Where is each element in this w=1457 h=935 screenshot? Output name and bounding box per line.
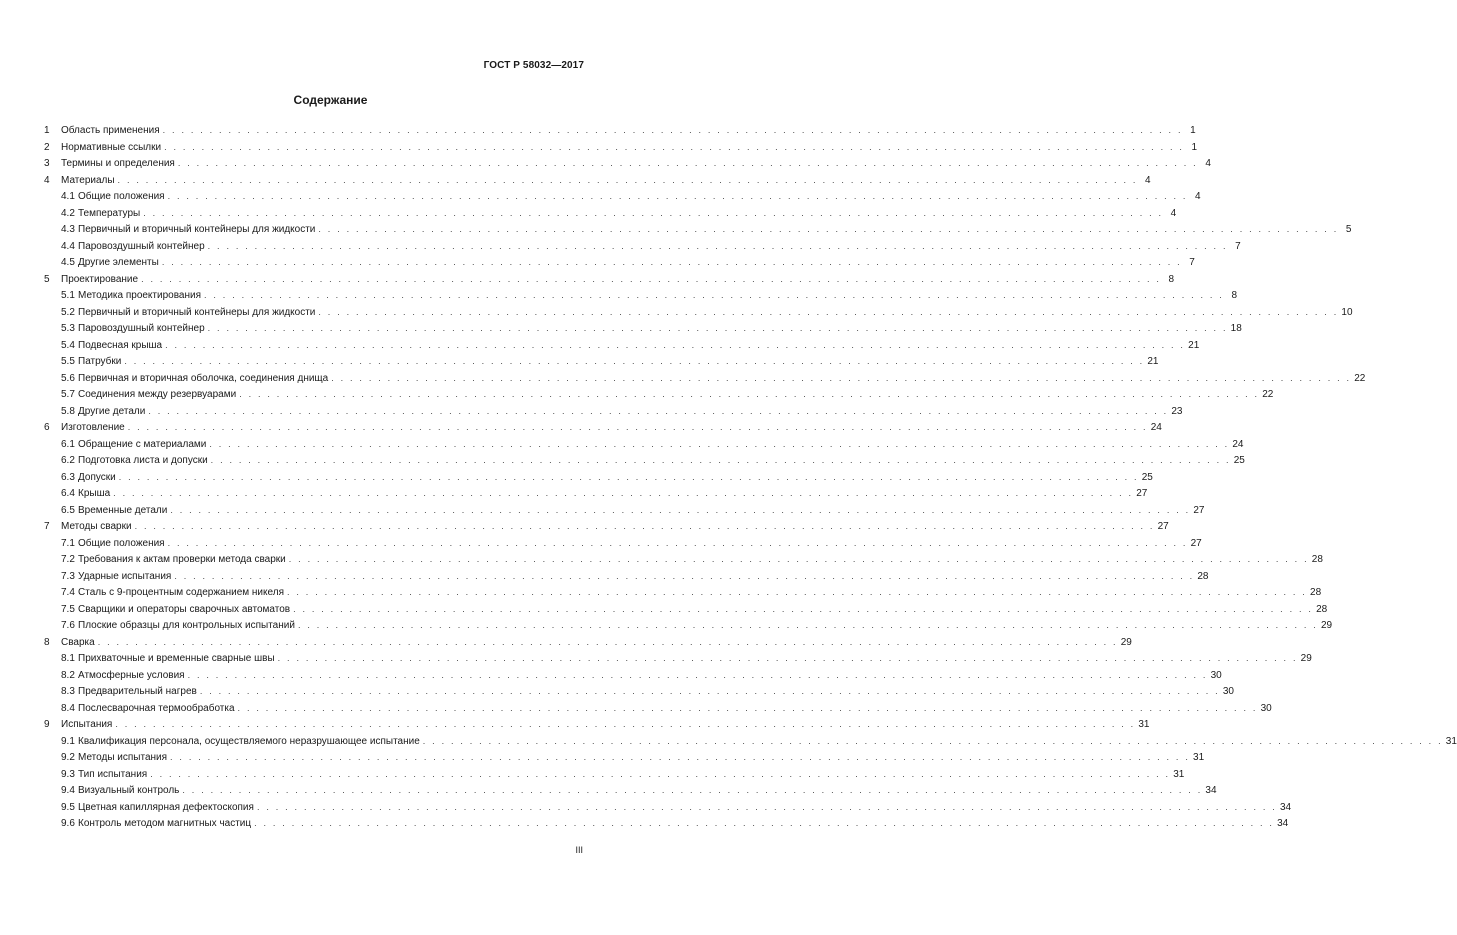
toc-entry-number: 8.2 [61,669,75,681]
toc-leader-dots: . . . . . . . . . . . . . . . . . . . . . . . . . . . . . . . . . . . . . . . . . . . . . . . . . . . . . . . . . . . . . . . . . . . . . . . . . . . . . . . . . . . . . . . . . . . . . . . . . . . . . . . . . . . . . [199,686,1220,696]
toc-entry-page: 21 [1147,356,1159,367]
toc-entry-number: 7.4 [61,587,75,598]
toc-leader-dots: . . . . . . . . . . . . . . . . . . . . . . . . . . . . . . . . . . . . . . . . . . . . . . . . . . . . . . . . . . . . . . . . . . . . . . . . . . . . . . . . . . . . . . . . . . . . . . . . . . . . . . . . . . . . . [207,323,1228,333]
toc-leader-dots: . . . . . . . . . . . . . . . . . . . . . . . . . . . . . . . . . . . . . . . . . . . . . . . . . . . . . . . . . . . . . . . . . . . . . . . . . . . . . . . . . . . . . . . . . . . . . . . . . . . . . . . . . . . . . [134,521,1155,531]
toc-entry-title: Допуски [78,470,119,487]
table-of-contents [44,122,1457,832]
toc-entry-page: 24 [1232,438,1244,450]
toc-entry-number: 5.2 [61,306,75,318]
toc-entry-page: 7 [1189,257,1195,268]
toc-leader-dots: . . . . . . . . . . . . . . . . . . . . . . . . . . . . . . . . . . . . . . . . . . . . . . . . . . . . . . . . . . . . . . . . . . . . . . . . . . . . . . . . . . . . . . . . . . . . . . . . . . . . . . . . . . . . . [288,554,1309,564]
toc-entry-number: 9.4 [61,785,75,796]
toc-title: Содержание [293,93,368,107]
toc-leader-dots: . . . . . . . . . . . . . . . . . . . . . . . . . . . . . . . . . . . . . . . . . . . . . . . . . . . . . . . . . . . . . . . . . . . . . . . . . . . . . . . . . . . . . . . . . . . . . . . . . . . . . . . . . . . . . [165,339,1186,350]
toc-leader-dots: . . . . . . . . . . . . . . . . . . . . . . . . . . . . . . . . . . . . . . . . . . . . . . . . . . . . . . . . . . . . . . . . . . . . . . . . . . . . . . . . . . . . . . . . . . . . . . . . . . . . . . . . . . . . . [174,570,1195,581]
toc-leader-dots: . . . . . . . . . . . . . . . . . . . . . . . . . . . . . . . . . . . . . . . . . . . . . . . . . . . . . . . . . . . . . . . . . . . . . . . . . . . . . . . . . . . . . . . . . . . . . . . . . . . . . . . . . . . . . [117,174,1138,185]
toc-entry[interactable] [44,716,1150,733]
toc-entry[interactable] [44,188,1201,205]
toc-entry[interactable] [44,749,1205,766]
toc-leader-dots: . . . . . . . . . . . . . . . . . . . . . . . . . . . . . . . . . . . . . . . . . . . . . . . . . . . . . . . . . . . . . . . . . . . . . . . . . . . . . . . . . . . . . . . . . . . . . . . . . . . . . . . . . . . . . [167,537,1188,548]
toc-entry[interactable] [44,452,1245,469]
toc-entry-title: Общие положения [78,189,168,206]
toc-entry-page: 25 [1233,455,1245,466]
toc-entry-number: 1 [44,125,50,136]
toc-entry[interactable] [44,683,1234,700]
toc-leader-dots: . . . . . . . . . . . . . . . . . . . . . . . . . . . . . . . . . . . . . . . . . . . . . . . . . . . . . . . . . . . . . . . . . . . . . . . . . . . . . . . . . . . . . . . . . . . . . . . . . . . . . . . . . . . . . [141,273,1162,284]
toc-entry-page: 34 [1277,818,1289,829]
toc-entry-title: Подготовка листа и допуски [78,453,211,470]
toc-entry[interactable] [44,617,1333,634]
toc-entry-number: 6 [44,422,50,433]
toc-entry-number: 5.1 [61,290,75,301]
toc-entry[interactable] [44,419,1162,436]
toc-entry-page: 8 [1168,273,1175,285]
toc-leader-dots: . . . . . . . . . . . . . . . . . . . . . . . . . . . . . . . . . . . . . . . . . . . . . . . . . . . . . . . . . . . . . . . . . . . . . . . . . . . . . . . . . . . . . . . . . . . . . . . . . . . . . . . . . . . . . [254,818,1275,828]
toc-entry-page: 4 [1205,158,1211,169]
toc-entry-number: 5.5 [61,356,75,367]
toc-entry-title: Требования к актам проверки метода сварки [78,552,289,569]
toc-entry[interactable] [44,386,1274,403]
toc-entry-page: 31 [1173,768,1185,780]
toc-leader-dots: . . . . . . . . . . . . . . . . . . . . . . . . . . . . . . . . . . . . . . . . . . . . . . . . . . . . . . . . . . . . . . . . . . . . . . . . . . . . . . . . . . . . . . . . . . . . . . . . . . . . . . . . . . . . . [207,240,1228,251]
toc-entry[interactable] [44,172,1151,189]
toc-entry-title: Обращение с материалами [78,437,209,454]
toc-entry-number: 7.3 [61,570,75,582]
toc-entry-title: Испытания [61,717,115,734]
toc-entry-title: Другие элементы [78,255,162,272]
toc-entry[interactable] [44,469,1153,486]
toc-entry-title: Послесварочная термообработка [78,701,238,718]
toc-leader-dots: . . . . . . . . . . . . . . . . . . . . . . . . . . . . . . . . . . . . . . . . . . . . . . . . . . . . . . . . . . . . . . . . . . . . . . . . . . . . . . . . . . . . . . . . . . . . . . . . . . . . . . . . . . . . . [293,603,1314,614]
toc-entry[interactable] [44,815,1289,832]
toc-entry-number: 9.3 [61,768,75,780]
toc-entry-title: Методы сварки [61,519,135,536]
toc-entry-title: Предварительный нагрев [78,684,200,701]
toc-entry-number: 5.8 [61,405,75,417]
toc-leader-dots: . . . . . . . . . . . . . . . . . . . . . . . . . . . . . . . . . . . . . . . . . . . . . . . . . . . . . . . . . . . . . . . . . . . . . . . . . . . . . . . . . . . . . . . . . . . . . . . . . . . . . . . . . . . . . [318,306,1339,317]
toc-entry-number: 7 [44,521,50,532]
toc-leader-dots: . . . . . . . . . . . . . . . . . . . . . . . . . . . . . . . . . . . . . . . . . . . . . . . . . . . . . . . . . . . . . . . . . . . . . . . . . . . . . . . . . . . . . . . . . . . . . . . . . . . . . . . . . . . . . [331,372,1352,383]
toc-entry-page: 31 [1445,735,1457,747]
toc-entry-page: 27 [1193,504,1205,516]
toc-entry[interactable] [44,667,1222,684]
toc-entry-page: 21 [1188,339,1200,351]
toc-leader-dots: . . . . . . . . . . . . . . . . . . . . . . . . . . . . . . . . . . . . . . . . . . . . . . . . . . . . . . . . . . . . . . . . . . . . . . . . . . . . . . . . . . . . . . . . . . . . . . . . . . . . . . . . . . . . . [182,785,1203,795]
toc-entry-number: 6.1 [61,438,75,450]
toc-leader-dots: . . . . . . . . . . . . . . . . . . . . . . . . . . . . . . . . . . . . . . . . . . . . . . . . . . . . . . . . . . . . . . . . . . . . . . . . . . . . . . . . . . . . . . . . . . . . . . . . . . . . . . . . . . . . . [209,438,1230,449]
toc-entry[interactable] [44,238,1241,255]
toc-entry[interactable] [44,320,1242,337]
toc-entry-title: Методы испытания [78,750,170,767]
toc-entry-page: 24 [1150,422,1162,433]
toc-entry-number: 8.4 [61,702,75,714]
toc-leader-dots: . . . . . . . . . . . . . . . . . . . . . . . . . . . . . . . . . . . . . . . . . . . . . . . . . . . . . . . . . . . . . . . . . . . . . . . . . . . . . . . . . . . . . . . . . . . . . . . . . . . . . . . . . . . . . [170,752,1191,762]
toc-leader-dots: . . . . . . . . . . . . . . . . . . . . . . . . . . . . . . . . . . . . . . . . . . . . . . . . . . . . . . . . . . . . . . . . . . . . . . . . . . . . . . . . . . . . . . . . . . . . . . . . . . . . . . . . . . . . . [204,290,1225,300]
toc-entry-number: 5.4 [61,339,75,351]
toc-entry-title: Паровоздушный контейнер [78,239,208,256]
toc-entry-title: Область применения [61,123,163,140]
toc-entry-number: 7.6 [61,620,75,631]
toc-entry-number: 4.5 [61,257,75,268]
document-code: ГОСТ Р 58032—2017 [483,60,584,71]
toc-entry-number: 4 [44,174,50,186]
toc-leader-dots: . . . . . . . . . . . . . . . . . . . . . . . . . . . . . . . . . . . . . . . . . . . . . . . . . . . . . . . . . . . . . . . . . . . . . . . . . . . . . . . . . . . . . . . . . . . . . . . . . . . . . . . . . . . . . [287,587,1308,597]
toc-entry-page: 4 [1145,174,1151,186]
toc-entry-title: Плоские образцы для контрольных испытаний [78,618,298,635]
toc-entry-title: Подвесная крыша [78,338,165,355]
toc-leader-dots: . . . . . . . . . . . . . . . . . . . . . . . . . . . . . . . . . . . . . . . . . . . . . . . . . . . . . . . . . . . . . . . . . . . . . . . . . . . . . . . . . . . . . . . . . . . . . . . . . . . . . . . . . . . . . [170,504,1191,515]
toc-entry-title: Изготовление [61,420,128,437]
toc-entry-number: 8.3 [61,686,75,697]
toc-entry-page: 29 [1320,620,1333,631]
toc-entry-title: Паровоздушный контейнер [78,321,208,338]
toc-entry[interactable] [44,568,1209,585]
toc-entry-page: 31 [1193,752,1205,763]
toc-leader-dots: . . . . . . . . . . . . . . . . . . . . . . . . . . . . . . . . . . . . . . . . . . . . . . . . . . . . . . . . . . . . . . . . . . . . . . . . . . . . . . . . . . . . . . . . . . . . . . . . . . . . . . . . . . . . . [237,702,1258,713]
toc-entry[interactable] [44,766,1185,783]
toc-leader-dots: . . . . . . . . . . . . . . . . . . . . . . . . . . . . . . . . . . . . . . . . . . . . . . . . . . . . . . . . . . . . . . . . . . . . . . . . . . . . . . . . . . . . . . . . . . . . . . . . . . . . . . . . . . . . . [164,141,1185,152]
toc-leader-dots: . . . . . . . . . . . . . . . . . . . . . . . . . . . . . . . . . . . . . . . . . . . . . . . . . . . . . . . . . . . . . . . . . . . . . . . . . . . . . . . . . . . . . . . . . . . . . . . . . . . . . . . . . . . . . [118,471,1139,482]
toc-entry-title: Цветная капиллярная дефектоскопия [78,800,257,817]
toc-leader-dots: . . . . . . . . . . . . . . . . . . . . . . . . . . . . . . . . . . . . . . . . . . . . . . . . . . . . . . . . . . . . . . . . . . . . . . . . . . . . . . . . . . . . . . . . . . . . . . . . . . . . . . . . . . . . . [210,455,1231,465]
toc-entry[interactable] [44,650,1312,667]
toc-entry[interactable] [44,403,1183,420]
toc-entry[interactable] [44,155,1211,172]
toc-entry-title: Временные детали [78,503,170,520]
toc-entry[interactable] [44,287,1238,304]
toc-entry[interactable] [44,221,1352,238]
toc-entry-title: Атмосферные условия [78,668,188,685]
toc-entry-page: 28 [1310,587,1322,598]
toc-entry-page: 30 [1210,669,1222,681]
toc-entry-page: 27 [1157,521,1169,532]
toc-leader-dots: . . . . . . . . . . . . . . . . . . . . . . . . . . . . . . . . . . . . . . . . . . . . . . . . . . . . . . . . . . . . . . . . . . . . . . . . . . . . . . . . . . . . . . . . . . . . . . . . . . . . . . . . . . . . . [187,669,1208,680]
toc-leader-dots: . . . . . . . . . . . . . . . . . . . . . . . . . . . . . . . . . . . . . . . . . . . . . . . . . . . . . . . . . . . . . . . . . . . . . . . . . . . . . . . . . . . . . . . . . . . . . . . . . . . . . . . . . . . . . [177,158,1198,168]
toc-entry-page: 28 [1311,554,1323,565]
toc-entry[interactable] [44,700,1272,717]
toc-entry-page: 10 [1341,306,1353,318]
toc-entry-title: Тип испытания [78,767,150,784]
toc-leader-dots: . . . . . . . . . . . . . . . . . . . . . . . . . . . . . . . . . . . . . . . . . . . . . . . . . . . . . . . . . . . . . . . . . . . . . . . . . . . . . . . . . . . . . . . . . . . . . . . . . . . . . . . . . . . . . [167,191,1188,201]
toc-entry-page: 18 [1230,323,1242,334]
toc-entry-number: 8 [44,636,50,648]
toc-entry-page: 7 [1235,240,1241,252]
toc-entry[interactable] [44,353,1159,370]
toc-leader-dots: . . . . . . . . . . . . . . . . . . . . . . . . . . . . . . . . . . . . . . . . . . . . . . . . . . . . . . . . . . . . . . . . . . . . . . . . . . . . . . . . . . . . . . . . . . . . . . . . . . . . . . . . . . . . . [162,125,1183,135]
toc-leader-dots: . . . . . . . . . . . . . . . . . . . . . . . . . . . . . . . . . . . . . . . . . . . . . . . . . . . . . . . . . . . . . . . . . . . . . . . . . . . . . . . . . . . . . . . . . . . . . . . . . . . . . . . . . . . . . [124,356,1145,366]
toc-entry-number: 8.1 [61,653,75,664]
toc-entry[interactable] [44,535,1202,552]
toc-leader-dots: . . . . . . . . . . . . . . . . . . . . . . . . . . . . . . . . . . . . . . . . . . . . . . . . . . . . . . . . . . . . . . . . . . . . . . . . . . . . . . . . . . . . . . . . . . . . . . . . . . . . . . . . . . . . . [161,257,1182,267]
toc-entry-title: Крыша [78,486,113,503]
toc-leader-dots: . . . . . . . . . . . . . . . . . . . . . . . . . . . . . . . . . . . . . . . . . . . . . . . . . . . . . . . . . . . . . . . . . . . . . . . . . . . . . . . . . . . . . . . . . . . . . . . . . . . . . . . . . . . . . [422,735,1443,746]
toc-entry-title: Квалификация персонала, осуществляемого неразрушающее испытание [78,734,423,751]
toc-entry-number: 9.2 [61,752,75,763]
toc-entry-number: 7.5 [61,603,75,615]
toc-entry-number: 9 [44,719,50,730]
toc-leader-dots: . . . . . . . . . . . . . . . . . . . . . . . . . . . . . . . . . . . . . . . . . . . . . . . . . . . . . . . . . . . . . . . . . . . . . . . . . . . . . . . . . . . . . . . . . . . . . . . . . . . . . . . . . . . . . [148,405,1169,416]
toc-entry-title: Сварка [61,635,98,652]
toc-entry-title: Нормативные ссылки [61,140,164,157]
toc-entry[interactable] [44,271,1175,288]
toc-entry-number: 4.4 [61,240,75,252]
toc-entry-number: 9.6 [61,818,75,829]
toc-entry-number: 7.1 [61,537,75,549]
toc-entry[interactable] [44,205,1177,222]
toc-entry-title: Первичный и вторичный контейнеры для жидкости [78,222,318,239]
toc-entry[interactable] [44,122,1196,139]
toc-entry-title: Проектирование [61,272,141,289]
toc-entry[interactable] [44,337,1200,354]
toc-entry[interactable] [44,502,1205,519]
toc-entry[interactable] [44,436,1244,453]
toc-entry-title: Первичная и вторичная оболочка, соединения днища [78,371,331,388]
toc-entry-number: 5.7 [61,389,75,400]
toc-entry-page: 27 [1190,537,1202,549]
toc-entry-title: Методика проектирования [78,288,204,305]
toc-entry-number: 4.1 [61,191,75,202]
toc-entry-title: Материалы [61,173,118,190]
toc-entry-number: 4.3 [61,224,75,235]
toc-entry-page: 22 [1354,372,1366,384]
toc-entry[interactable] [44,485,1148,502]
toc-entry[interactable] [44,551,1323,568]
toc-entry-page: 27 [1136,488,1148,499]
toc-entry-page: 28 [1197,570,1209,582]
toc-entry-number: 6.2 [61,455,75,466]
toc-entry-title: Термины и определения [61,156,178,173]
toc-leader-dots: . . . . . . . . . . . . . . . . . . . . . . . . . . . . . . . . . . . . . . . . . . . . . . . . . . . . . . . . . . . . . . . . . . . . . . . . . . . . . . . . . . . . . . . . . . . . . . . . . . . . . . . . . . . . . [115,719,1136,729]
toc-entry-title: Температуры [78,206,143,223]
toc-entry[interactable] [44,518,1169,535]
toc-entry[interactable] [44,304,1353,321]
toc-entry-number: 3 [44,158,50,169]
toc-entry-title: Другие детали [78,404,148,421]
toc-entry-page: 22 [1262,389,1274,400]
toc-entry-number: 9.5 [61,801,75,813]
toc-leader-dots: . . . . . . . . . . . . . . . . . . . . . . . . . . . . . . . . . . . . . . . . . . . . . . . . . . . . . . . . . . . . . . . . . . . . . . . . . . . . . . . . . . . . . . . . . . . . . . . . . . . . . . . . . . . . . [127,422,1148,432]
toc-entry-title: Общие положения [78,536,168,553]
toc-entry-number: 5 [44,273,50,285]
toc-leader-dots: . . . . . . . . . . . . . . . . . . . . . . . . . . . . . . . . . . . . . . . . . . . . . . . . . . . . . . . . . . . . . . . . . . . . . . . . . . . . . . . . . . . . . . . . . . . . . . . . . . . . . . . . . . . . . [97,636,1118,647]
toc-leader-dots: . . . . . . . . . . . . . . . . . . . . . . . . . . . . . . . . . . . . . . . . . . . . . . . . . . . . . . . . . . . . . . . . . . . . . . . . . . . . . . . . . . . . . . . . . . . . . . . . . . . . . . . . . . . . . [318,224,1339,234]
toc-entry-page: 30 [1222,686,1234,697]
toc-entry-number: 6.5 [61,504,75,516]
toc-entry-number: 9.1 [61,735,75,747]
toc-entry-number: 5.6 [61,372,75,384]
toc-entry[interactable] [44,584,1322,601]
toc-entry-page: 34 [1279,801,1292,813]
toc-entry-number: 6.3 [61,471,75,483]
toc-entry-page: 4 [1195,191,1201,202]
toc-entry[interactable] [44,782,1217,799]
toc-entry-page: 8 [1231,290,1238,301]
toc-entry[interactable] [44,634,1132,651]
toc-leader-dots: . . . . . . . . . . . . . . . . . . . . . . . . . . . . . . . . . . . . . . . . . . . . . . . . . . . . . . . . . . . . . . . . . . . . . . . . . . . . . . . . . . . . . . . . . . . . . . . . . . . . . . . . . . . . . [239,389,1260,399]
toc-entry-title: Сталь с 9-процентным содержанием никеля [78,585,287,602]
toc-leader-dots: . . . . . . . . . . . . . . . . . . . . . . . . . . . . . . . . . . . . . . . . . . . . . . . . . . . . . . . . . . . . . . . . . . . . . . . . . . . . . . . . . . . . . . . . . . . . . . . . . . . . . . . . . . . . . [143,207,1164,218]
toc-entry-page: 5 [1345,224,1352,235]
toc-leader-dots: . . . . . . . . . . . . . . . . . . . . . . . . . . . . . . . . . . . . . . . . . . . . . . . . . . . . . . . . . . . . . . . . . . . . . . . . . . . . . . . . . . . . . . . . . . . . . . . . . . . . . . . . . . . . . [277,653,1298,663]
toc-leader-dots: . . . . . . . . . . . . . . . . . . . . . . . . . . . . . . . . . . . . . . . . . . . . . . . . . . . . . . . . . . . . . . . . . . . . . . . . . . . . . . . . . . . . . . . . . . . . . . . . . . . . . . . . . . . . . [256,801,1277,812]
toc-entry-page: 34 [1205,785,1217,796]
toc-entry-number: 4.2 [61,207,75,219]
toc-entry-number: 5.3 [61,323,75,334]
page-number: III [575,845,583,855]
toc-leader-dots: . . . . . . . . . . . . . . . . . . . . . . . . . . . . . . . . . . . . . . . . . . . . . . . . . . . . . . . . . . . . . . . . . . . . . . . . . . . . . . . . . . . . . . . . . . . . . . . . . . . . . . . . . . . . . [297,620,1318,630]
toc-entry-page: 1 [1190,125,1196,136]
toc-entry[interactable] [44,799,1292,816]
toc-entry-page: 29 [1300,653,1312,664]
toc-leader-dots: . . . . . . . . . . . . . . . . . . . . . . . . . . . . . . . . . . . . . . . . . . . . . . . . . . . . . . . . . . . . . . . . . . . . . . . . . . . . . . . . . . . . . . . . . . . . . . . . . . . . . . . . . . . . . [113,488,1134,498]
toc-entry-page: 25 [1141,471,1153,483]
toc-entry[interactable] [44,139,1198,156]
toc-leader-dots: . . . . . . . . . . . . . . . . . . . . . . . . . . . . . . . . . . . . . . . . . . . . . . . . . . . . . . . . . . . . . . . . . . . . . . . . . . . . . . . . . . . . . . . . . . . . . . . . . . . . . . . . . . . . . [150,768,1171,779]
toc-entry-page: 28 [1316,603,1328,615]
toc-entry-page: 23 [1171,405,1183,417]
toc-entry-page: 31 [1138,719,1150,730]
toc-entry-page: 1 [1191,141,1198,153]
toc-entry-title: Визуальный контроль [78,783,182,800]
toc-entry-title: Первичный и вторичный контейнеры для жидкости [78,305,318,322]
toc-entry[interactable] [44,601,1328,618]
toc-entry-title: Контроль методом магнитных частиц [78,816,254,833]
toc-entry-number: 6.4 [61,488,75,499]
toc-entry-title: Соединения между резервуарами [78,387,239,404]
toc-entry-title: Сварщики и операторы сварочных автоматов [78,602,293,619]
toc-entry-page: 30 [1260,702,1272,714]
toc-entry-page: 4 [1170,207,1177,219]
toc-entry-title: Ударные испытания [78,569,174,586]
toc-entry-number: 7.2 [61,554,75,565]
toc-entry-number: 2 [44,141,50,153]
toc-entry[interactable] [44,370,1366,387]
toc-entry-title: Патрубки [78,354,124,371]
toc-entry-title: Прихваточные и временные сварные швы [78,651,278,668]
toc-entry[interactable] [44,254,1195,271]
toc-entry[interactable] [44,733,1457,750]
toc-entry-page: 29 [1120,636,1132,648]
